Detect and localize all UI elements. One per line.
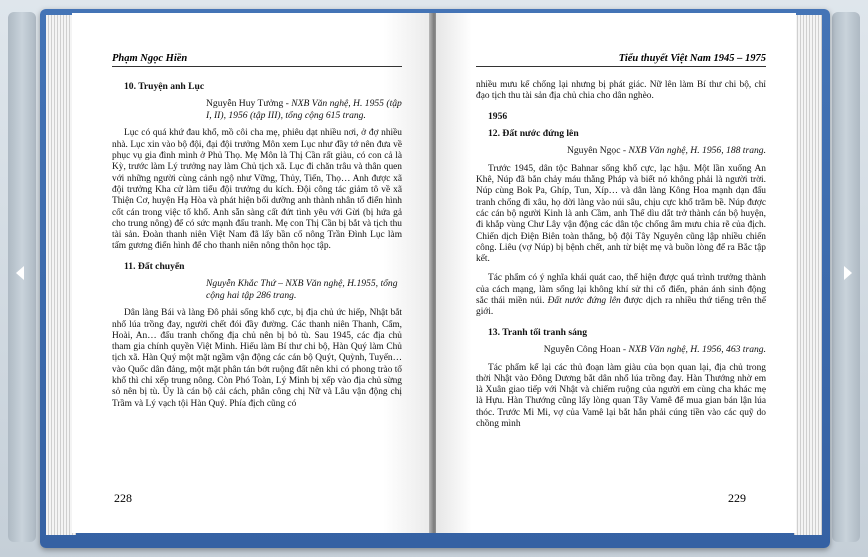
page-stack-right: [794, 15, 822, 535]
entry-citation: - NXB Văn nghệ, H. 1955 (tập I, II), 1956 (tập III), tổng cộng 615 trang.: [206, 98, 402, 121]
entry-source: [516, 145, 766, 157]
chevron-left-icon[interactable]: [16, 266, 24, 280]
left-page-number: 228: [114, 491, 132, 505]
entry-heading: 11. Đất chuyển: [124, 260, 185, 272]
body2-pre: Tác phẩm có ý nghĩa khái quát cao, thể hiện được quá trình trưởng thành của cách mạng, làm sống lại không khí sử thi cổ điển, phản ánh sinh động sắc thái miền núi.: [476, 273, 766, 307]
entry-citation: - NXB Văn nghệ, H. 1956, 188 trang.: [620, 145, 766, 157]
year-heading: 1956: [488, 110, 508, 122]
continuation-text: nhiều mưu kế chống lại nhưng bị phát giác. Nữ lên làm Bí thư chi bộ, chỉ đạo tịch thu tài sản địa chủ chia cho dân nghèo.: [476, 80, 766, 102]
entry-author: Nguyễn Khắc Thứ: [206, 278, 276, 290]
chevron-right-icon[interactable]: [844, 266, 852, 280]
entry-body: Tác phẩm kể lại các thủ đoạn làm giàu của bọn quan lại, địa chủ trong thời Nhật vào Đông Dương bắt dân nhổ lúa trồng đay. Hàn Thướng nhờ em là Xuân giao tiếp với Nhật và chiếm ruộng của người em cùng cha khác mẹ là Hựu. Hàn Thướng cũng lấy lòng quan Tây Vamê để mua gian bán lận lúa thóc. Trước Mi Mi, vợ của Vamê lại bắt hắn phải cúng tiền vào các quỹ do chồng mình: [476, 362, 766, 430]
entry-citation: - NXB Văn nghệ, H. 1956, 463 trang.: [620, 343, 766, 355]
body2-post: được dịch ra nhiều thứ tiếng trên thế giới.: [476, 296, 766, 318]
entry-heading: 10. Truyện anh Lục: [124, 81, 205, 92]
left-page-content: [112, 79, 402, 418]
entry-author: Nguyễn Huy Tưởng: [206, 98, 284, 110]
entry-body: Lục có quá khứ đau khổ, mồ côi cha mẹ, phiêu dạt nhiều nơi, ở đợ nhiều nhà. Lục xin vào bộ đội, đại đội trưởng Môn xem Lục như đầy tớ nên đưa về phục vụ gia đình mình ở Phủ Thọ. Mẹ Môn là Thị Cần rất giàu, có con cả là Kỳ, trước làm Lý trưởng nay làm Chủ tịch xã. Lục đi chăn trâu và thân quen với những người cùng cảnh ngộ như Vững, Thủy, Tiến, Thọ… Anh được xã đội trưởng Kha cử làm tiểu đội trưởng du kích. Đội công tác giảm tô về xã Thiện Cơ, huyện Hạ Hòa và phát hiện bối dưỡng anh thành nhân tố điển hình cốt cán trong việc tố khổ. Anh sẵn sàng cất đứt tình yêu với Gừi (bị hứa gả cho trung nông) để có sức mạnh đấu tranh. Mẹ con Thị Cần bị bắt và tịch thu tài sản. Đoàn thanh niên Việt Nam đã lấy bần cố nông Trần Đình Lục làm tấm gương điển hình để cho thanh niên nông thôn học tập.: [112, 128, 402, 252]
entry-source: [206, 98, 402, 121]
book-title-inline: Đất nước đứng lên: [547, 296, 621, 307]
entry-heading: 12. Đất nước đứng lên: [488, 127, 579, 139]
left-page[interactable]: [72, 13, 434, 533]
entry-source: [206, 278, 402, 301]
right-page-content: [476, 80, 766, 438]
entry-author: Nguyễn Công Hoan: [543, 343, 621, 355]
right-running-head: Tiểu thuyết Việt Nam 1945 – 1975: [476, 53, 766, 67]
entry-citation: – NXB Văn nghệ, H.1955, tổng cộng hai tập 286 trang.: [206, 278, 398, 301]
right-page-number: 229: [728, 491, 746, 505]
entry-author: Nguyên Ngọc: [566, 145, 621, 157]
entry-body: Dân làng Bái và làng Đô phải sống khổ cực, bị địa chủ ức hiếp, Nhật bắt nhổ lúa trồng đay, người chết đói đầy đường. Các thanh niên Thanh, Cẩm, Hoài, An… đấu tranh chống địa chủ nên bị bỏ tù. Sau 1945, các địa chủ tham gia chính quyền Việt Minh. Hiếu làm Bí thư chi bộ, Hàn Quý làm Chủ tịch xã. Hàn Quý một mặt ngầm vận động các cán bộ Quýt, Quỳnh, Tuyến…vào Quốc dân đảng, một mặt phân tán bớt ruộng đất nên khi có phong trào tố khổ thì chỉ xếp trung nông. Còn Phó Toàn, Lý Minh bị xếp vào địa chủ sừng sỏ nên bị tù. Ủy là cán bộ cải cách, phân công chị Nữ và Lâu vận động chị Trầm và Lý vạch tội Hàn Quý. Phía địch cũng có: [112, 308, 402, 409]
right-page[interactable]: [436, 13, 796, 533]
entry-heading: 13. Tranh tối tranh sáng: [488, 326, 588, 338]
entry-body-2: [476, 273, 766, 318]
entry-source: [516, 344, 766, 356]
left-running-head: Phạm Ngọc Hiền: [112, 53, 402, 67]
entry-body: Trước 1945, dân tộc Bahnar sống khổ cực, lạc hậu. Một lần xuống An Khê, Núp đã bắn chảy máu thằng Pháp và biết nó không phải là người trời. Núp cùng Bok Pa, Ghíp, Tun, Xíp… và dân làng Kông Hoa mạnh dạn đấu tranh chống đi xâu, họ dời làng vào núi sâu, chịu cực khổ trăm bề. Núp được các cán bộ người Kinh là anh Cầm, anh Thế dìu dắt trở thành cán bộ huyện, đi khắp vùng Chư Lây vận động các dân tộc chống âm mưu chia rẽ của địch. Chiến dịch Điện Biên toàn thắng, bộ đội Tây Nguyên cũng lập nhiều chiến công. Liêu (vợ Núp) bị bệnh chết, anh từ biệt mẹ và buồn lòng để ra Bắc tập kết.: [476, 163, 766, 265]
